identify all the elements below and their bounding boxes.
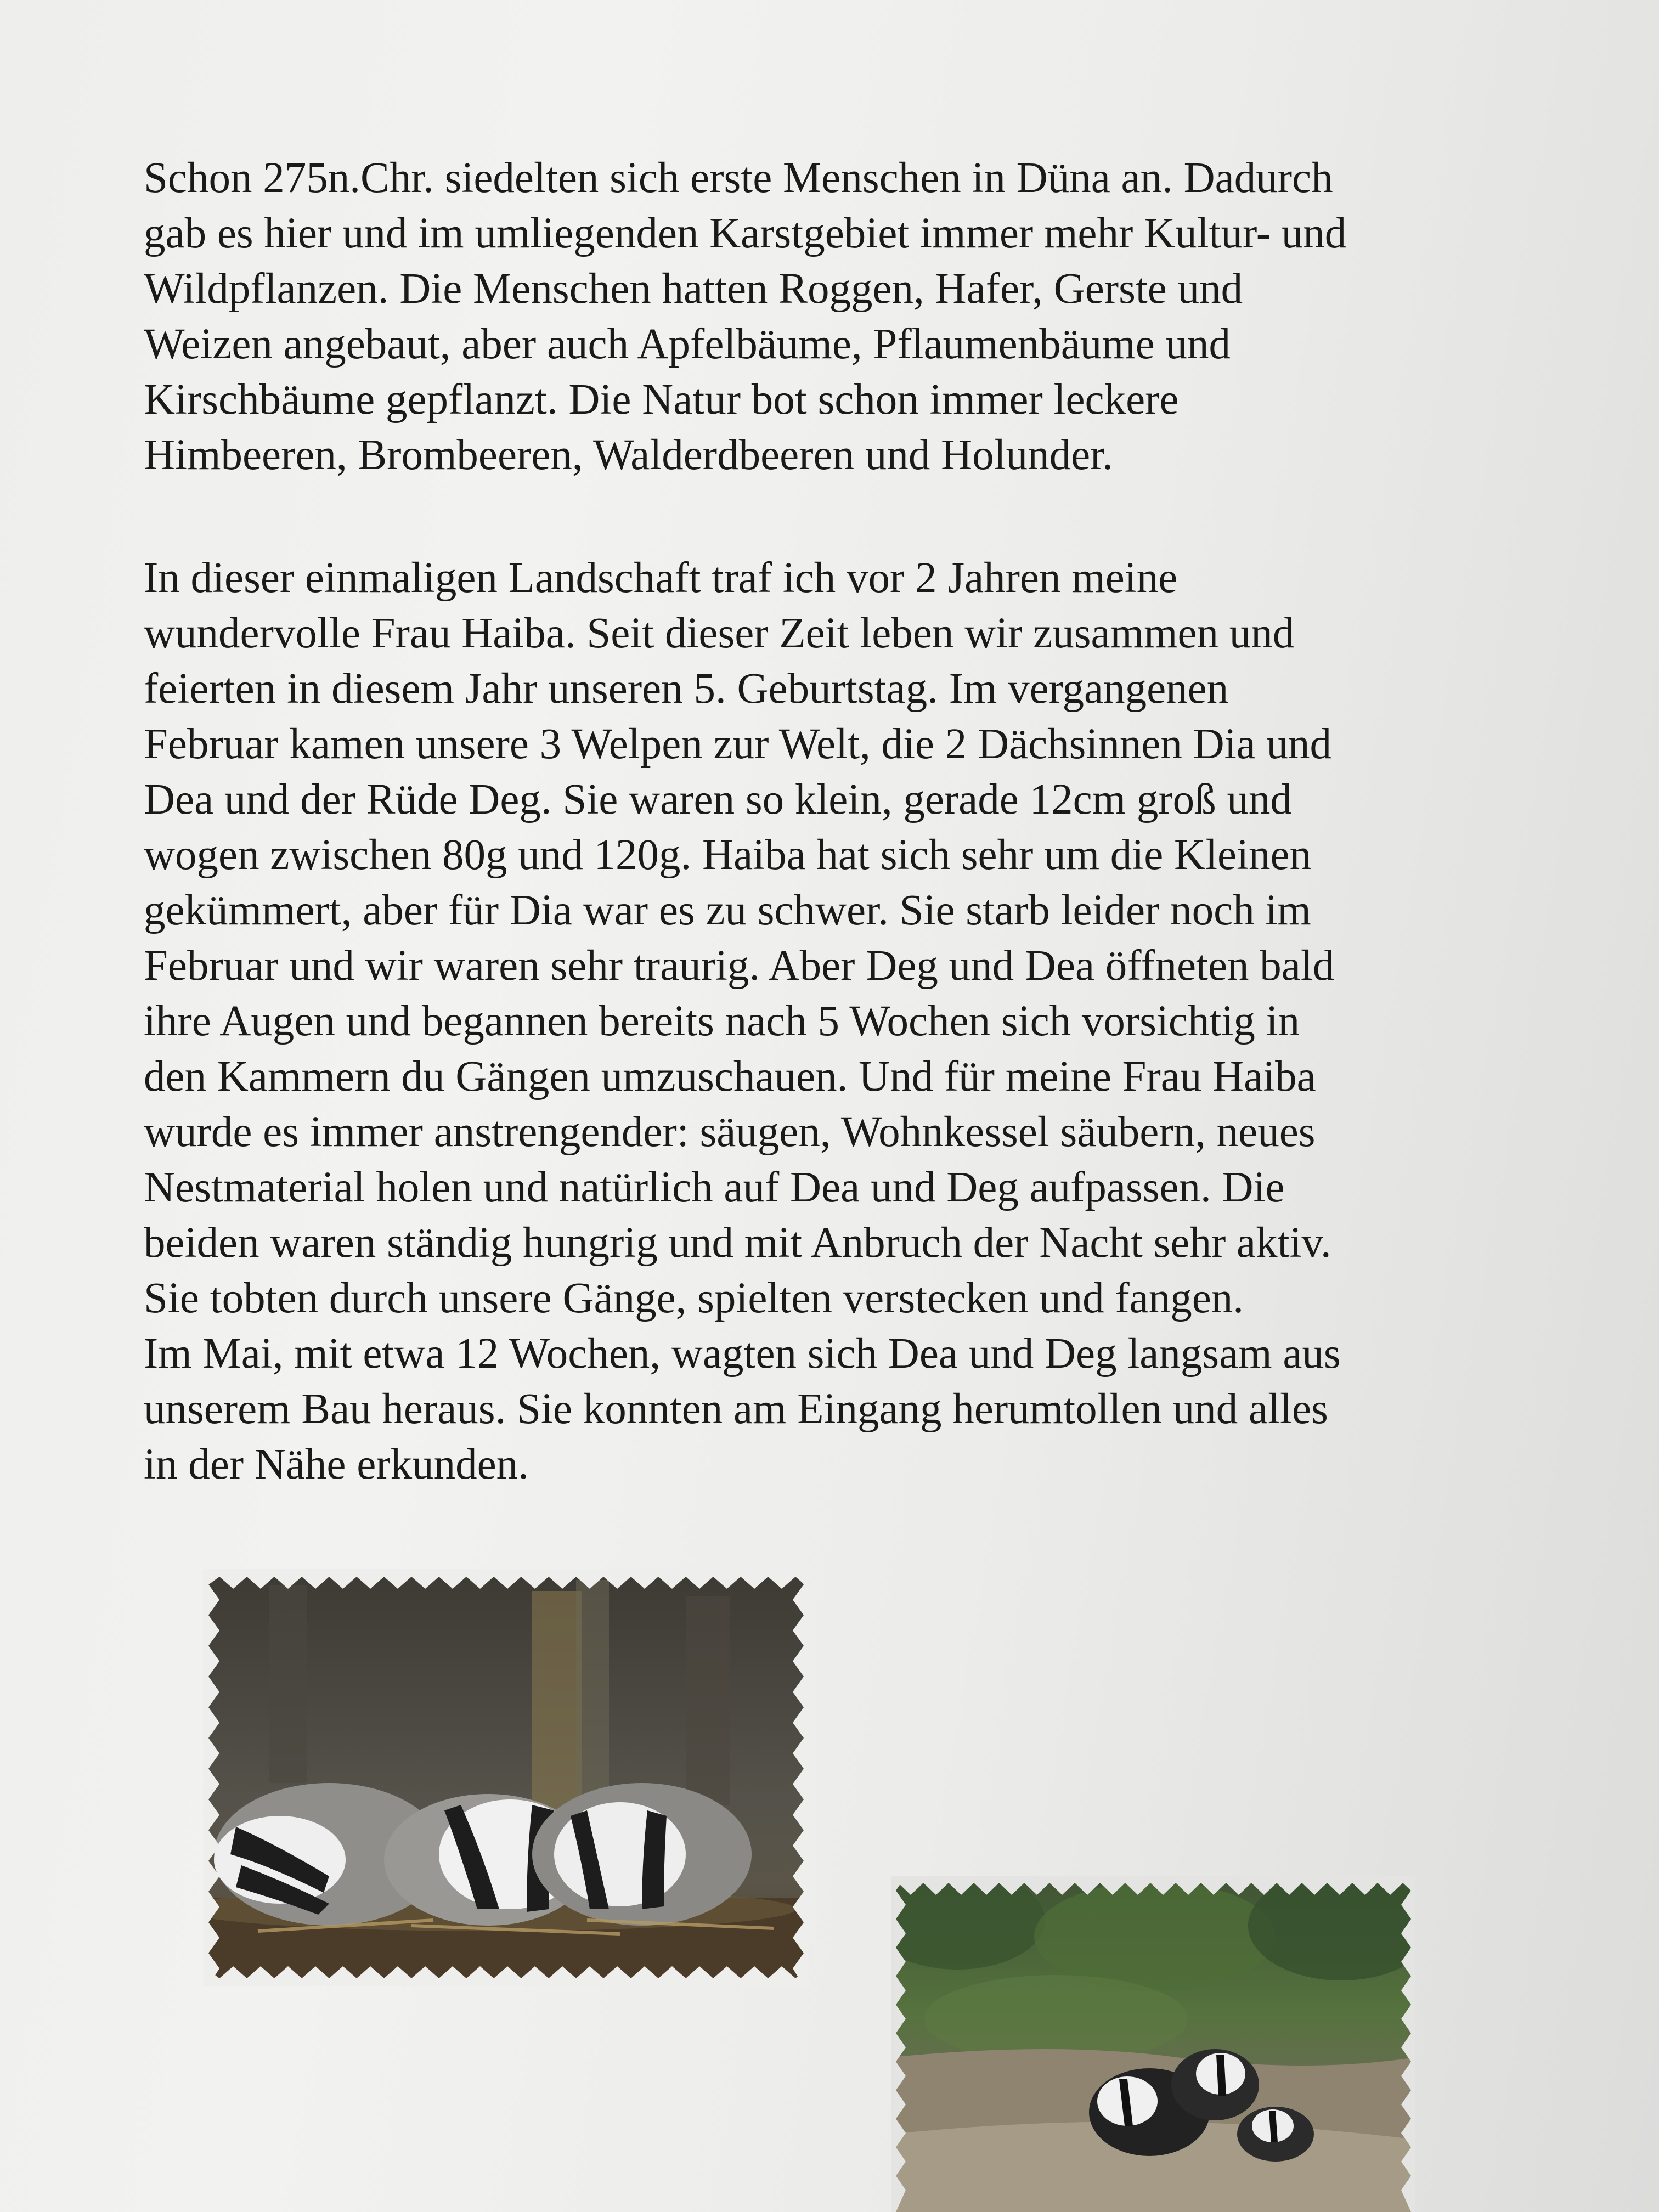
text-line: feierten in diesem Jahr unseren 5. Geburtstag. Im vergangenen xyxy=(144,665,1229,713)
text-line: Weizen angebaut, aber auch Apfelbäume, Pflaumenbäume und xyxy=(144,320,1231,368)
text-line: Schon 275n.Chr. siedelten sich erste Menschen in Düna an. Dadurch xyxy=(144,154,1333,202)
text-line: wogen zwischen 80g und 120g. Haiba hat sich sehr um die Kleinen xyxy=(144,831,1312,879)
text-line: Im Mai, mit etwa 12 Wochen, wagten sich Dea und Deg langsam aus xyxy=(144,1330,1341,1378)
text-line: den Kammern du Gängen umzuschauen. Und für meine Frau Haiba xyxy=(144,1053,1316,1101)
badger-cubs-photo xyxy=(203,1569,809,1986)
text-line: wundervolle Frau Haiba. Seit dieser Zeit leben wir zusammen und xyxy=(144,610,1295,657)
text-line: Himbeeren, Brombeeren, Walderdbeeren und Holunder. xyxy=(144,431,1113,479)
text-line: Kirschbäume gepflanzt. Die Natur bot schon immer leckere xyxy=(144,376,1179,424)
badgers-den-photo xyxy=(891,1876,1415,2212)
text-line: ihre Augen und begannen bereits nach 5 Wochen sich vorsichtig in xyxy=(144,997,1300,1045)
badgers-at-den-entrance-icon xyxy=(891,1876,1415,2212)
text-line: gekümmert, aber für Dia war es zu schwer. Sie starb leider noch im xyxy=(144,887,1311,934)
text-line: Sie tobten durch unsere Gänge, spielten verstecken und fangen. xyxy=(144,1274,1244,1322)
text-line: beiden waren ständig hungrig und mit Anbruch der Nacht sehr aktiv. xyxy=(144,1219,1331,1267)
badger-cubs-close-up-icon xyxy=(203,1569,809,1986)
paragraph-family xyxy=(144,550,1504,1492)
text-line: gab es hier und im umliegenden Karstgebiet immer mehr Kultur- und xyxy=(144,210,1347,257)
text-line: unserem Bau heraus. Sie konnten am Eingang herumtollen und alles xyxy=(144,1385,1328,1433)
text-line: Wildpflanzen. Die Menschen hatten Roggen, Hafer, Gerste und xyxy=(144,265,1243,313)
text-line: Februar und wir waren sehr traurig. Aber Deg und Dea öffneten bald xyxy=(144,942,1335,990)
text-line: Nestmaterial holen und natürlich auf Dea und Deg aufpassen. Die xyxy=(144,1164,1285,1211)
text-line: Februar kamen unsere 3 Welpen zur Welt, die 2 Dächsinnen Dia und xyxy=(144,720,1331,768)
text-line: Dea und der Rüde Deg. Sie waren so klein, gerade 12cm groß und xyxy=(144,776,1292,823)
paragraph-history xyxy=(144,150,1504,483)
text-line: wurde es immer anstrengender: säugen, Wohnkessel säubern, neues xyxy=(144,1108,1316,1156)
text-line: In dieser einmaligen Landschaft traf ich vor 2 Jahren meine xyxy=(144,554,1178,602)
text-line: in der Nähe erkunden. xyxy=(144,1441,529,1488)
